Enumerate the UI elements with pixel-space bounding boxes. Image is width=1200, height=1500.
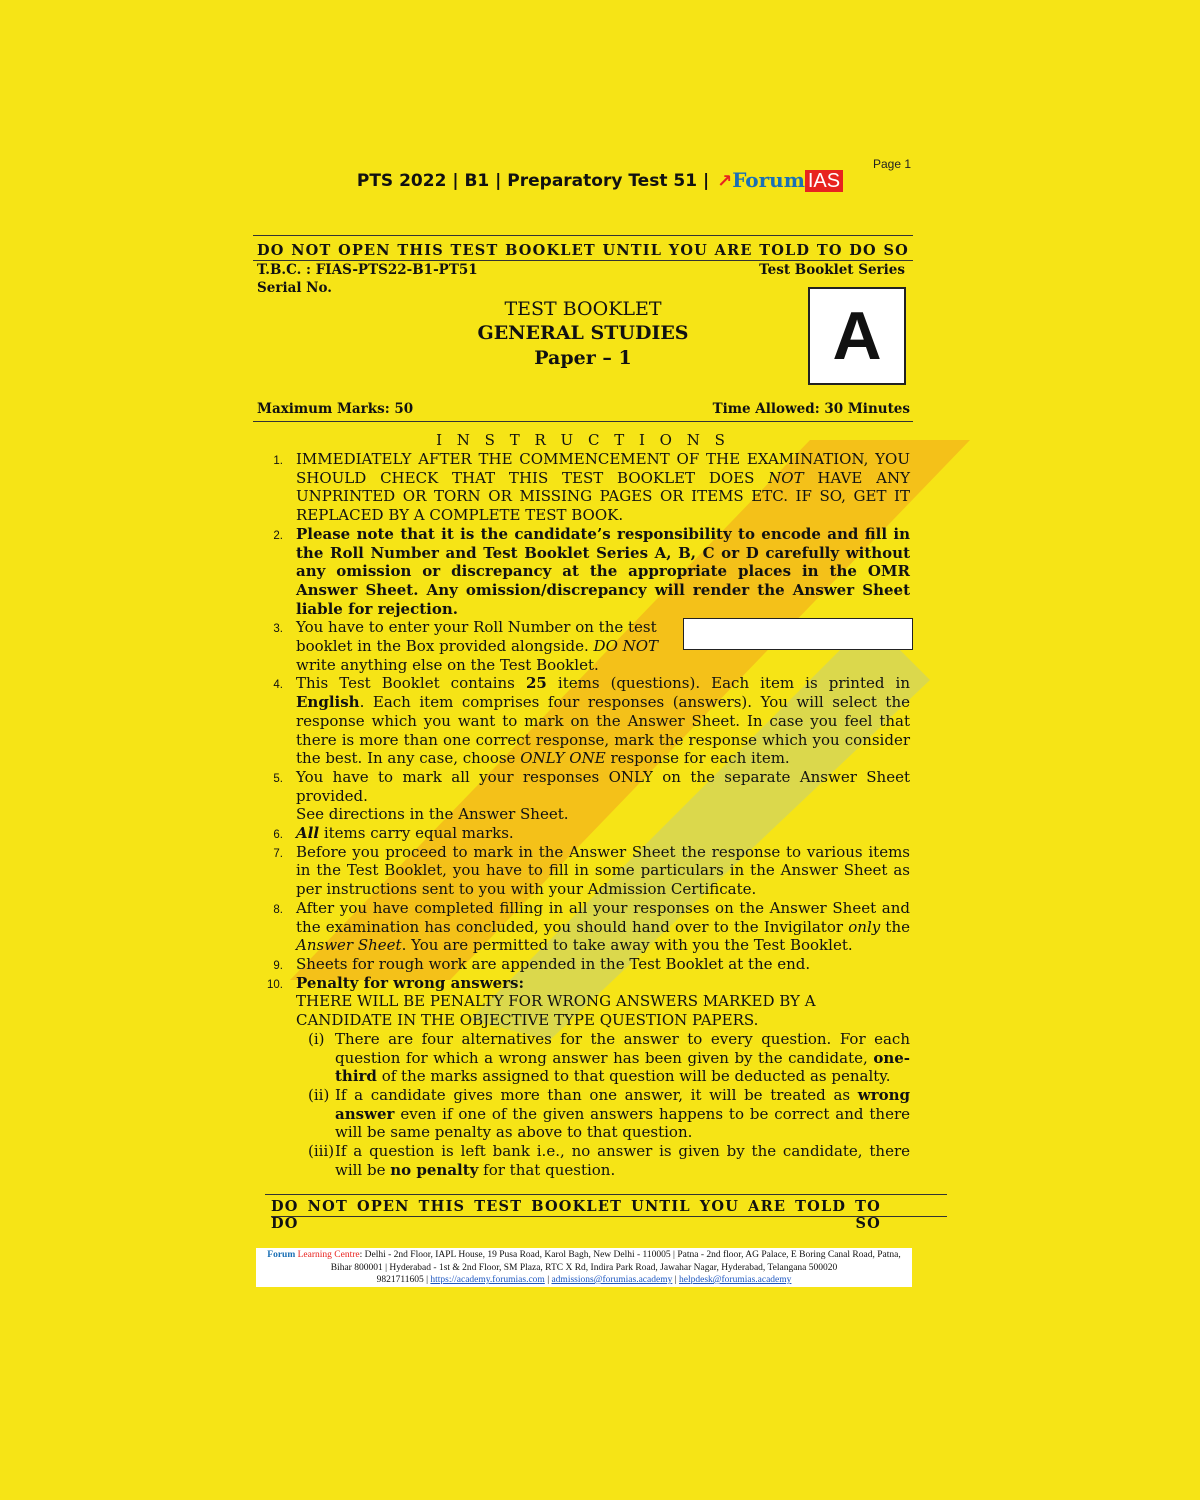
page-number: Page 1: [873, 157, 912, 171]
footer-separator: |: [544, 1275, 552, 1285]
instruction-emphasis: wrong answer: [335, 1085, 910, 1123]
sub-item-number: (i): [308, 1029, 325, 1048]
top-warning: DO NOT OPEN THIS TEST BOOKLET UNTIL YOU ARE TOLD TO DO SO: [257, 242, 909, 259]
footer-address: : Delhi - 2nd Floor, IAPL House, 19 Pusa Road, Karol Bagh, New Delhi - 110005 | Patna - 2nd floor, AG Palace, E Boring Canal Road, Patna, Bihar 800001 | Hyderabad - 1st & 2nd Floor, SM Plaza, RTC X Rd, Indira Park Road, Jawahar Nagar, Hyderabad, Telangana 500020: [330, 1250, 901, 1273]
instruction-number: 4.: [273, 679, 283, 692]
penalty-caps-text: THERE WILL BE PENALTY FOR WRONG ANSWERS MARKED BY A CANDIDATE IN THE OBJECTIVE TYPE QUESTION PAPERS.: [296, 992, 816, 1030]
instruction-emphasis: NOT: [768, 468, 804, 487]
logo-forum-text: Forum: [732, 168, 805, 192]
bottom-rule-bottom: [271, 1216, 947, 1217]
bottom-rule-top: [265, 1194, 947, 1195]
roll-number-input-box[interactable]: [683, 618, 913, 650]
instruction-emphasis: DO NOT: [593, 637, 659, 656]
instruction-number: 10.: [267, 978, 283, 991]
instruction-text: If a candidate gives more than one answer, it will be treated as: [335, 1085, 858, 1104]
instruction-text: items carry equal marks.: [319, 824, 514, 843]
instruction-text: Please note that it is the candidate’s responsibility to encode and fill in the Roll Number and Test Booklet Series A, B, C or D carefully without any omission or discrepancy at the appropriate places in the OMR Answer Sheet. Any omission/discrepancy will render the Answer Sheet liable for rejection.: [296, 524, 910, 618]
test-booklet-series-label: Test Booklet Series: [759, 262, 905, 278]
instruction-emphasis: English: [296, 693, 360, 712]
instruction-number: 5.: [273, 772, 283, 785]
instruction-text: HAVE ANY UNPRINTED OR TORN OR MISSING PAGES OR ITEMS ETC. IF SO, GET IT REPLACED BY A COMPLETE TEST BOOK.: [296, 468, 910, 525]
tbc-code: T.B.C. : FIAS-PTS22-B1-PT51: [257, 262, 478, 278]
instructions-list: [253, 450, 910, 1179]
instruction-text: If a question is left bank i.e., no answer is given by the candidate, there will be: [335, 1142, 910, 1179]
bottom-warning: DO NOT OPEN THIS TEST BOOKLET UNTIL YOU ARE TOLD TO DO SO: [271, 1198, 881, 1232]
marks-time-row: [257, 401, 910, 417]
forumias-logo: [717, 168, 843, 193]
instruction-number: 1.: [273, 455, 283, 467]
instruction-item: [253, 974, 910, 1030]
instruction-emphasis: 25: [525, 674, 547, 693]
instruction-text: of the marks assigned to that question will be deducted as penalty.: [376, 1067, 891, 1086]
booklet-title-line3: Paper – 1: [534, 347, 632, 369]
sub-item-number: (iii): [308, 1142, 335, 1161]
footer-centre: Learning Centre: [297, 1250, 360, 1260]
instruction-emphasis: only: [848, 917, 881, 936]
instruction-item: [253, 824, 910, 843]
instruction-text: You have to mark all your responses ONLY on the separate Answer Sheet provided.: [296, 767, 910, 805]
instruction-number: 8.: [273, 903, 283, 916]
instruction-text: even if one of the given answers happens to be correct and there will be same penalty as above to that question.: [335, 1104, 910, 1142]
instruction-emphasis: one-third: [335, 1048, 910, 1086]
instruction-emphasis: Answer Sheet: [296, 936, 402, 955]
instruction-item: [253, 899, 910, 955]
instruction-item: [253, 450, 910, 525]
instruction-text: items (questions). Each item is printed in: [546, 674, 910, 693]
penalty-sub-item: [253, 1030, 910, 1086]
instructions-heading: I N S T R U C T I O N S: [436, 431, 730, 449]
marks-rule: [253, 421, 913, 422]
penalty-sub-item: [253, 1086, 910, 1142]
booklet-title-line2: GENERAL STUDIES: [477, 322, 689, 344]
maximum-marks: Maximum Marks: 50: [257, 401, 414, 417]
instruction-text: IMMEDIATELY AFTER THE COMMENCEMENT OF THE EXAMINATION, YOU SHOULD CHECK THAT THIS TEST BOOKLET DOES: [296, 450, 910, 487]
arrow-up-right-icon: ↗: [717, 171, 733, 192]
instruction-item: [253, 955, 910, 974]
instruction-number: 2.: [273, 529, 283, 542]
instruction-item: [253, 843, 910, 899]
series-letter-box: A: [808, 287, 906, 385]
test-booklet-cover: [253, 235, 913, 1179]
footer-contact: [256, 1248, 912, 1287]
booklet-title: [373, 297, 793, 371]
instruction-number: 7.: [273, 847, 283, 860]
instruction-text: for that question.: [478, 1160, 616, 1179]
footer-link-admissions[interactable]: admissions@forumias.academy: [551, 1275, 673, 1285]
instruction-item: [253, 525, 910, 619]
instruction-text: There are four alternatives for the answer to every question. For each question for which a wrong answer has been given by the candidate,: [335, 1029, 910, 1067]
instruction-text: This Test Booklet contains: [296, 674, 526, 693]
instruction-emphasis: no penalty: [390, 1160, 479, 1179]
header-title: PTS 2022 | B1 | Preparatory Test 51 |: [356, 171, 710, 191]
penalty-sub-item: [253, 1142, 910, 1179]
serial-number-label: Serial No.: [257, 280, 332, 296]
instruction-text: . You are permitted to take away with you the Test Booklet.: [401, 936, 853, 955]
sub-item-number: (ii): [308, 1085, 330, 1104]
footer-brand: Forum: [267, 1250, 296, 1260]
instruction-text: response for each item.: [605, 749, 790, 768]
instruction-text: Sheets for rough work are appended in the Test Booklet at the end.: [296, 954, 811, 973]
instruction-number: 3.: [273, 623, 283, 636]
instruction-text: After you have completed filling in all your responses on the Answer Sheet and the examination has concluded, you should hand over to the Invigilator: [296, 898, 910, 936]
instruction-item: [253, 674, 910, 768]
penalty-heading: Penalty for wrong answers:: [296, 973, 525, 992]
tbc-row: [253, 261, 913, 278]
footer-link-helpdesk[interactable]: helpdesk@forumias.academy: [679, 1275, 792, 1285]
instruction-text: the: [880, 917, 910, 936]
instruction-number: 9.: [273, 959, 283, 972]
instruction-text: Before you proceed to mark in the Answer Sheet the response to various items in the Test Booklet, you have to fill in some particulars in the Answer Sheet as per instructions sent to you with your Admission Certificate.: [296, 842, 910, 899]
instruction-emphasis: All: [296, 824, 320, 843]
instruction-text: You have to enter your Roll Number on the test booklet in the Box provided alongside.: [296, 618, 657, 656]
logo-ias-text: IAS: [805, 170, 843, 192]
instruction-text: See directions in the Answer Sheet.: [296, 805, 569, 824]
footer-phone: 9821711605 |: [376, 1275, 431, 1285]
footer-separator: |: [672, 1275, 679, 1285]
page-header: [0, 168, 1200, 193]
instruction-number: 6.: [273, 829, 283, 842]
instruction-item: [253, 768, 910, 824]
instruction-text: write anything else on the Test Booklet.: [296, 655, 599, 674]
instruction-text: . Each item comprises four responses (answers). You will select the response which you want to mark on the Answer Sheet. In case you feel that there is more than one correct response, mark the response which you consider the best. In any case, choose: [296, 693, 910, 768]
booklet-title-line1: TEST BOOKLET: [504, 298, 662, 320]
time-allowed: Time Allowed: 30 Minutes: [712, 401, 910, 417]
instruction-emphasis: ONLY ONE: [520, 749, 606, 768]
instruction-item: [253, 618, 910, 674]
footer-link-academy[interactable]: https://academy.forumias.com: [430, 1275, 545, 1285]
